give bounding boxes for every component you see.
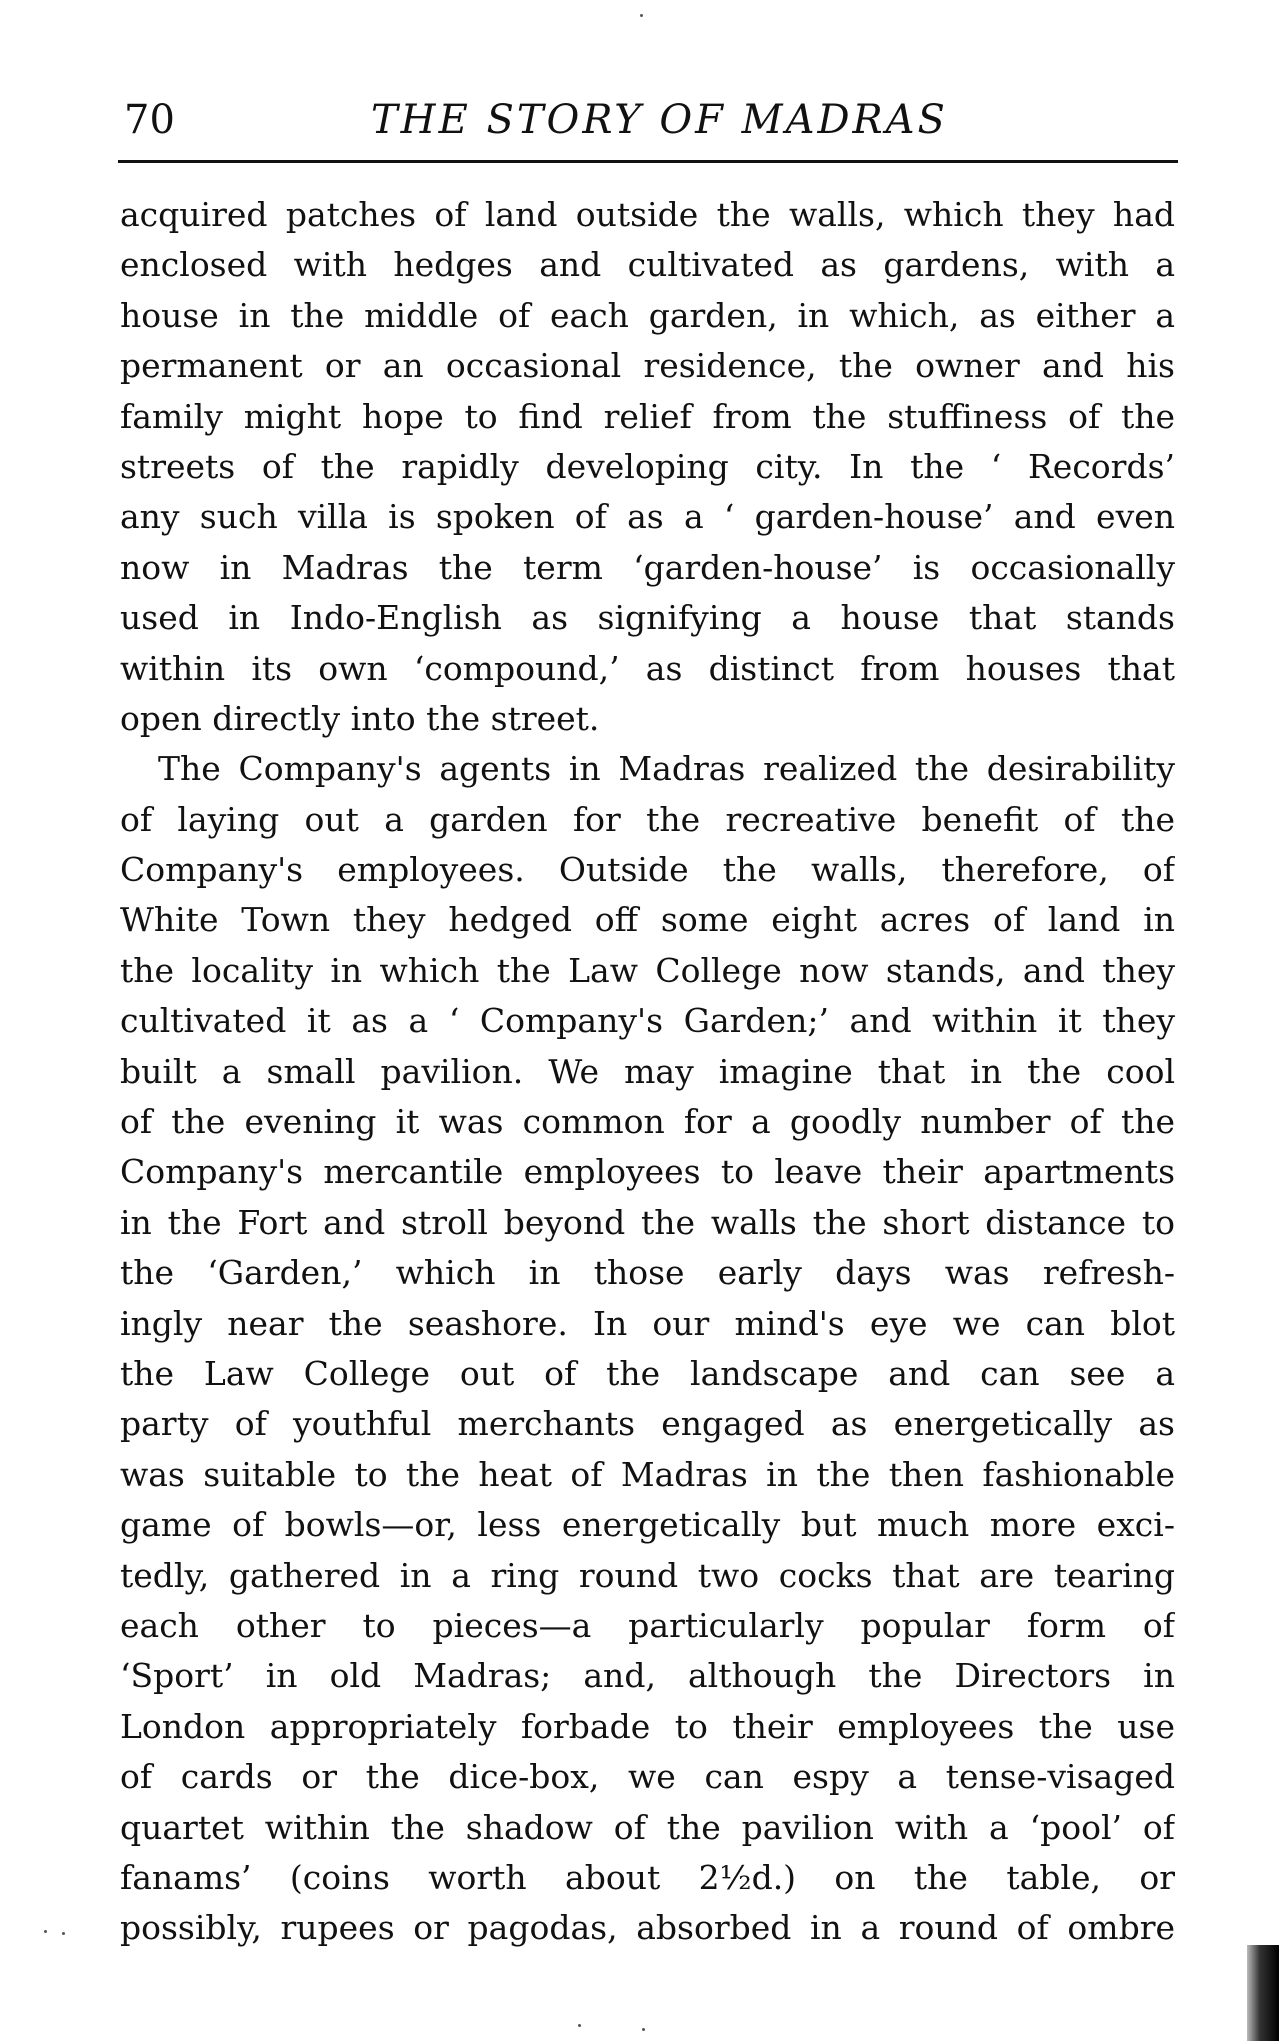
scan-speck bbox=[578, 2024, 581, 2027]
text-line: enclosed with hedges and cultivated as gardens, with a bbox=[120, 245, 1175, 285]
scan-edge-mark bbox=[1247, 1945, 1279, 2041]
scan-speck bbox=[62, 1932, 65, 1935]
scan-speck bbox=[640, 14, 643, 17]
text-line: London appropriately forbade to their employees the use bbox=[120, 1706, 1175, 1746]
text-line: permanent or an occasional residence, the owner and his bbox=[120, 346, 1175, 386]
text-line: of the evening it was common for a goodly number of the bbox=[120, 1102, 1175, 1142]
scan-speck bbox=[642, 2028, 645, 2031]
text-line: quartet within the shadow of the pavilion with a ‘pool’ of bbox=[120, 1807, 1175, 1847]
text-line: White Town they hedged off some eight acres of land in bbox=[120, 900, 1175, 940]
text-line: house in the middle of each garden, in which, as either a bbox=[120, 295, 1175, 335]
text-line: streets of the rapidly developing city. In the ‘ Records’ bbox=[120, 446, 1175, 486]
text-line: each other to pieces—a particularly popular form of bbox=[120, 1605, 1175, 1645]
text-line: ingly near the seashore. In our mind's eye we can blot bbox=[120, 1303, 1175, 1343]
text-line: The Company's agents in Madras realized the desirability bbox=[158, 749, 1175, 789]
text-line: Company's mercantile employees to leave their apartments bbox=[120, 1152, 1175, 1192]
text-line: Company's employees. Outside the walls, therefore, of bbox=[120, 850, 1175, 890]
text-line: possibly, rupees or pagodas, absorbed in a round of ombre bbox=[120, 1908, 1175, 1948]
text-line: fanams’ (coins worth about 2½d.) on the table, or bbox=[120, 1857, 1175, 1897]
text-line: built a small pavilion. We may imagine that in the cool bbox=[120, 1051, 1175, 1091]
page-header bbox=[124, 96, 1176, 156]
text-line: was suitable to the heat of Madras in the then fashionable bbox=[120, 1454, 1175, 1494]
text-line: the Law College out of the landscape and can see a bbox=[120, 1353, 1175, 1393]
text-line: the locality in which the Law College now stands, and they bbox=[120, 950, 1175, 990]
page-number: 70 bbox=[124, 97, 175, 143]
text-line: within its own ‘compound,’ as distinct from houses that bbox=[120, 648, 1175, 688]
text-line: used in Indo-English as signifying a house that stands bbox=[120, 598, 1175, 638]
text-line: now in Madras the term ‘garden-house’ is occasionally bbox=[120, 547, 1175, 587]
body-text bbox=[120, 190, 1175, 1954]
text-line: cultivated it as a ‘ Company's Garden;’ and within it they bbox=[120, 1001, 1175, 1041]
text-line: of laying out a garden for the recreative benefit of the bbox=[120, 799, 1175, 839]
text-line: any such villa is spoken of as a ‘ garden-house’ and even bbox=[120, 497, 1175, 537]
text-line: open directly into the street. bbox=[120, 698, 600, 738]
text-line: tedly, gathered in a ring round two cocks that are tearing bbox=[120, 1555, 1175, 1595]
text-line: party of youthful merchants engaged as energetically as bbox=[120, 1404, 1175, 1444]
header-rule bbox=[118, 160, 1178, 163]
text-line: in the Fort and stroll beyond the walls the short distance to bbox=[120, 1202, 1175, 1242]
text-line: of cards or the dice-box, we can espy a tense-visaged bbox=[120, 1757, 1175, 1797]
text-line: family might hope to find relief from the stuffiness of the bbox=[120, 396, 1175, 436]
text-line: acquired patches of land outside the walls, which they had bbox=[120, 195, 1175, 234]
scan-speck bbox=[44, 1930, 47, 1933]
text-line: the ‘Garden,’ which in those early days was refresh- bbox=[120, 1253, 1175, 1293]
running-head: THE STORY OF MADRAS bbox=[371, 97, 948, 143]
text-line: game of bowls—or, less energetically but much more exci- bbox=[120, 1505, 1175, 1545]
text-line: ‘Sport’ in old Madras; and, although the Directors in bbox=[120, 1656, 1175, 1696]
